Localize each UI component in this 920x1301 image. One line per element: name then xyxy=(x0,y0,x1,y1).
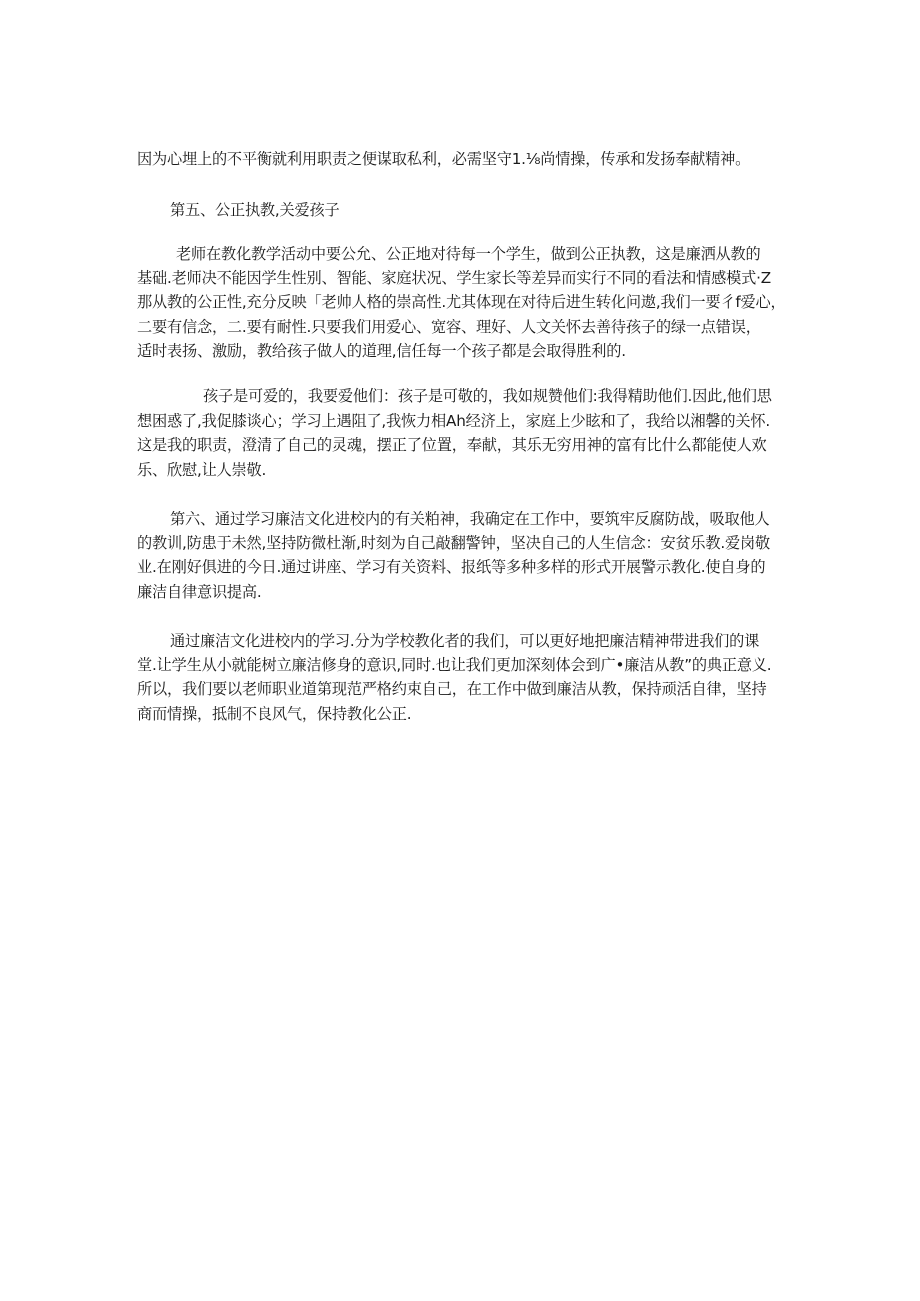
paragraph-2-line-2: 基础.老师决不能因学生性别、智能、家庭状况、学生家长等差异而实行不同的看法和情感模式·Z xyxy=(137,269,771,287)
paragraph-3-line-2: 想困惑了,我促膝谈心；学习上遇阻了,我恢力相Ah经济上，家庭上少眩和了，我给以湘馨的关怀. xyxy=(137,412,770,430)
paragraph-3-line-1: 孩子是可爱的，我要爱他们：孩子是可敬的，我如规赞他们:我得精助他们.因此,他们思 xyxy=(203,387,772,405)
paragraph-2-line-5: 适时表扬、激励，教给孩子做人的道理,信任每一个孩子都是会取得胜利的. xyxy=(137,342,626,360)
section-heading-5: 第五、公正执教,关爱孩子 xyxy=(170,201,340,219)
paragraph-5-line-3: 所以，我们要以老师职业道第现范严格约束自己，在工作中做到廉洁从教，保持顽活自律，坚持 xyxy=(137,680,767,698)
paragraph-5-line-2: 堂.让学生从小就能树立廉洁修身的意识,同时.也让我们更加深刻体会到广•廉洁从教”的典正意义. xyxy=(137,656,772,674)
paragraph-4-line-4: 廉洁自律意识提高. xyxy=(137,583,262,601)
paragraph-4-line-1: 第六、通过学习廉洁文化进校内的有关粕神，我确定在工作中，要筑牢反腐防战，吸取他人 xyxy=(170,510,770,528)
paragraph-5-line-1: 通过廉洁文化进校内的学习.分为学校教化者的我们，可以更好地把廉洁精神带进我们的课 xyxy=(170,632,760,650)
paragraph-4-line-2: 的教训,防患于未然,坚持防微杜渐,时刻为自己敲翻警钟，坚决自己的人生信念：安贫乐教.爱岗敬 xyxy=(137,534,770,552)
paragraph-5-line-4: 商而情操，抵制不良风气，保持教化公正. xyxy=(137,705,412,723)
paragraph-2-line-3: 那从教的公正性,充分反映「老帅人格的崇高性.尤其体现在对待后进生转化问遨,我们一要彳f爱心， xyxy=(137,293,786,311)
paragraph-3-line-3: 这是我的职责，澄清了自己的灵魂，摆正了位置，奉献，其乐无穷用神的富有比什么都能使人欢 xyxy=(137,436,767,454)
paragraph-1-line-1: 因为心埋上的不平衡就利用职责之便谋取私利，必需坚守1.⅛尚情操，传承和发扬奉献精神。 xyxy=(137,150,751,168)
paragraph-2-line-1: 老师在教化教学活动中要公允、公正地对待每一个学生，做到公正执教，这是廉洒从教的 xyxy=(176,245,761,263)
paragraph-2-line-4: 二要有信念，二.要有耐性.只要我们用爱心、宽容、理好、人文关怀去善待孩子的绿一点错误， xyxy=(137,318,761,336)
paragraph-3-line-4: 乐、欣慰,让人崇敬. xyxy=(137,461,267,479)
paragraph-4-line-3: 业.在刚好俱进的今日.通过讲座、学习有关资料、报纸等多种多样的形式开展警示教化.使自身的 xyxy=(137,558,766,576)
